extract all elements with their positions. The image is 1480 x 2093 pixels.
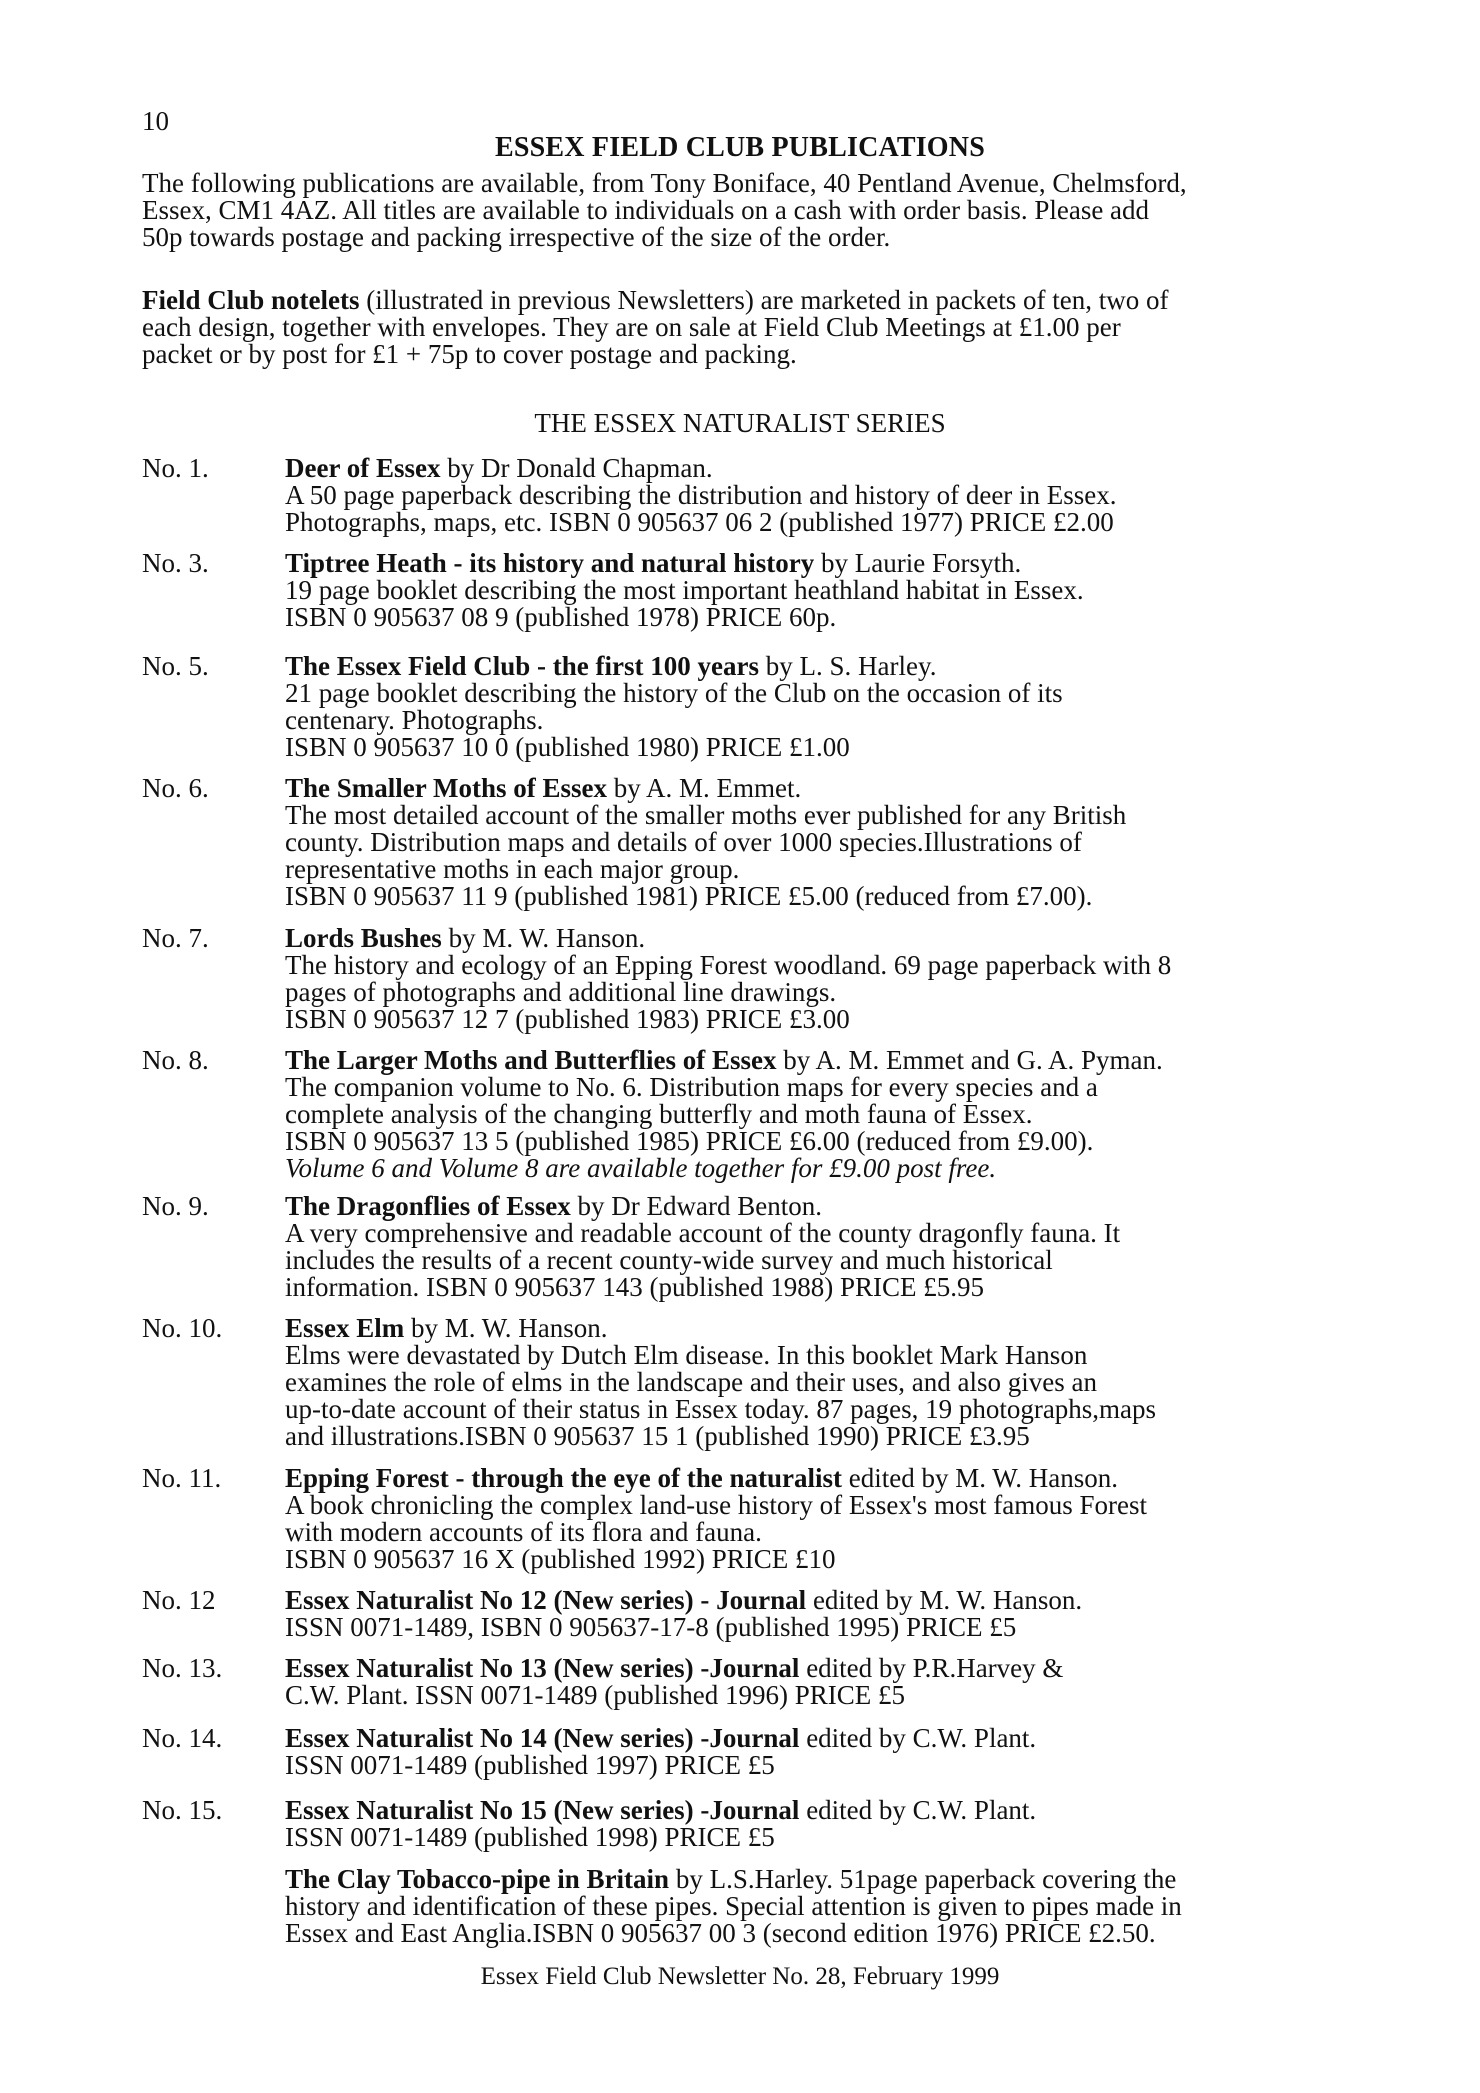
entry-heading [285,1315,1335,1342]
entry-line: 19 page booklet describing the most important heathland habitat in Essex. [285,575,1084,605]
entry-heading [285,1587,1335,1614]
entry-line: examines the role of elms in the landscape and their uses, and also gives an [285,1367,1098,1397]
entry-line: ISBN 0 905637 08 9 (published 1978) PRICE 60p. [285,602,837,632]
entry-number: No. 11. [142,1463,222,1493]
entry-line: ISSN 0071-1489 (published 1997) PRICE £5 [285,1750,775,1780]
intro-line: Essex, CM1 4AZ. All titles are available to individuals on a cash with order basis. Please add [142,195,1150,225]
notelets-line: each design, together with envelopes. They are on sale at Field Club Meetings at £1.00 per [142,312,1121,342]
entry-title: The Smaller Moths of Essex [285,773,607,803]
entry-number: No. 3. [142,548,209,578]
entry-line: includes the results of a recent county-wide survey and much historical [285,1245,1053,1275]
entry-heading [285,1655,1335,1682]
entry-body [285,653,1335,761]
entry-heading [285,1193,1335,1220]
entry-line: Elms were devastated by Dutch Elm disease. In this booklet Mark Hanson [285,1340,1088,1370]
entry-title: The Clay Tobacco-pipe in Britain [285,1864,670,1894]
entry-heading [285,1725,1335,1752]
page-number: 10 [142,106,169,136]
entry-body [285,1465,1335,1573]
entry-line: up-to-date account of their status in Essex today. 87 pages, 19 photographs,maps [285,1394,1157,1424]
entry-line: information. ISBN 0 905637 143 (published 1988) PRICE £5.95 [285,1272,984,1302]
entry-number: No. 15. [142,1795,223,1825]
entry-title: Essex Naturalist No 14 (New series) -Journal [285,1723,800,1753]
entry-line: centenary. Photographs. [285,705,544,735]
entry-line: pages of photographs and additional line drawings. [285,977,837,1007]
entry-title-rest: by A. M. Emmet. [607,773,802,803]
entry-title-rest: edited by M. W. Hanson. [806,1585,1083,1615]
notelets-line [142,287,1322,314]
entry-line: The companion volume to No. 6. Distribution maps for every species and a [285,1072,1098,1102]
entry-body [285,550,1335,631]
entry-body [285,1866,1335,1947]
entry-heading [285,925,1335,952]
entry-title: The Dragonflies of Essex [285,1191,571,1221]
page-title: ESSEX FIELD CLUB PUBLICATIONS [495,132,985,163]
entry-number: No. 9. [142,1191,209,1221]
entry-title: Essex Elm [285,1313,405,1343]
page-footer: Essex Field Club Newsletter No. 28, February 1999 [480,1963,1000,1990]
entry-line: A book chronicling the complex land-use history of Essex's most famous Forest [285,1490,1147,1520]
entry-note: Volume 6 and Volume 8 are available together for £9.00 post free. [285,1153,997,1183]
entry-line: with modern accounts of its flora and fauna. [285,1517,762,1547]
entry-body [285,1587,1335,1641]
entry-heading [285,775,1335,802]
entry-line: ISSN 0071-1489, ISBN 0 905637-17-8 (published 1995) PRICE £5 [285,1612,1017,1642]
entry-title-rest: edited by C.W. Plant. [799,1723,1037,1753]
entry-line: ISBN 0 905637 16 X (published 1992) PRICE £10 [285,1544,836,1574]
entry-body [285,1315,1335,1450]
entry-body [285,775,1335,910]
entry-title-rest: by Laurie Forsyth. [814,548,1022,578]
entry-body [285,1725,1335,1779]
entry-line: C.W. Plant. ISSN 0071-1489 (published 1996) PRICE £5 [285,1680,906,1710]
series-title: THE ESSEX NATURALIST SERIES [534,408,946,438]
entry-line: Essex and East Anglia.ISBN 0 905637 00 3 (second edition 1976) PRICE £2.50. [285,1918,1156,1948]
entry-title-rest: edited by M. W. Hanson. [842,1463,1119,1493]
entry-title-rest: by Dr Donald Chapman. [440,453,713,483]
entry-title-rest: by L. S. Harley. [758,651,937,681]
entry-title-rest: by M. W. Hanson. [441,923,646,953]
intro-paragraph [142,170,1322,251]
entry-body [285,1797,1335,1851]
intro-line: 50p towards postage and packing irrespective of the size of the order. [142,222,891,252]
entry-title: The Larger Moths and Butterflies of Essex [285,1045,777,1075]
entry-number: No. 8. [142,1045,209,1075]
entry-line: ISBN 0 905637 13 5 (published 1985) PRICE £6.00 (reduced from £9.00). [285,1126,1094,1156]
entry-title: Essex Naturalist No 12 (New series) - Journal [285,1585,807,1615]
intro-line: The following publications are available, from Tony Boniface, 40 Pentland Avenue, Chelmsford, [142,168,1187,198]
entry-number: No. 14. [142,1723,223,1753]
entry-body [285,925,1335,1033]
entry-line: ISBN 0 905637 11 9 (published 1981) PRICE £5.00 (reduced from £7.00). [285,881,1093,911]
entry-heading [285,1465,1335,1492]
entry-line: 21 page booklet describing the history of the Club on the occasion of its [285,678,1063,708]
entry-title: The Essex Field Club - the first 100 years [285,651,759,681]
entry-line: ISSN 0071-1489 (published 1998) PRICE £5 [285,1822,775,1852]
entry-title-rest: by M. W. Hanson. [404,1313,608,1343]
entry-body [285,1047,1335,1182]
entry-heading [285,550,1335,577]
entry-body [285,1655,1335,1709]
entry-number: No. 5. [142,651,209,681]
entry-line: A very comprehensive and readable account of the county dragonfly fauna. It [285,1218,1121,1248]
entry-line: history and identification of these pipes. Special attention is given to pipes made in [285,1891,1182,1921]
entry-line: ISBN 0 905637 10 0 (published 1980) PRICE £1.00 [285,732,850,762]
entry-heading [285,1866,1335,1893]
entry-title-rest: by Dr Edward Benton. [570,1191,822,1221]
entry-body [285,1193,1335,1301]
entry-heading [285,653,1335,680]
entry-line: Photographs, maps, etc. ISBN 0 905637 06 2 (published 1977) PRICE £2.00 [285,507,1114,537]
entry-line: and illustrations.ISBN 0 905637 15 1 (published 1990) PRICE £3.95 [285,1421,1030,1451]
entry-title-rest: edited by C.W. Plant. [799,1795,1037,1825]
entry-line: county. Distribution maps and details of over 1000 species.Illustrations of [285,827,1082,857]
entry-title: Epping Forest - through the eye of the naturalist [285,1463,843,1493]
entry-line: ISBN 0 905637 12 7 (published 1983) PRICE £3.00 [285,1004,850,1034]
entry-line: A 50 page paperback describing the distribution and history of deer in Essex. [285,480,1117,510]
entry-title: Essex Naturalist No 15 (New series) -Journal [285,1795,800,1825]
entry-title: Lords Bushes [285,923,442,953]
entry-number: No. 12 [142,1585,216,1615]
notelets-line: packet or by post for £1 + 75p to cover postage and packing. [142,339,797,369]
notelets-paragraph [142,287,1322,368]
entry-number: No. 10. [142,1313,223,1343]
notelets-lead: Field Club notelets [142,285,360,315]
entry-line: complete analysis of the changing butterfly and moth fauna of Essex. [285,1099,1033,1129]
entry-title-rest: edited by P.R.Harvey & [799,1653,1064,1683]
entry-heading [285,455,1335,482]
entry-number: No. 13. [142,1653,223,1683]
entry-line: The history and ecology of an Epping Forest woodland. 69 page paperback with 8 [285,950,1172,980]
notelets-line1-rest: (illustrated in previous Newsletters) are marketed in packets of ten, two of [359,285,1169,315]
entry-number: No. 6. [142,773,209,803]
entry-title-rest: by L.S.Harley. 51page paperback covering the [669,1864,1177,1894]
entry-number: No. 1. [142,453,209,483]
entry-title-rest: by A. M. Emmet and G. A. Pyman. [776,1045,1163,1075]
entry-title: Essex Naturalist No 13 (New series) -Journal [285,1653,800,1683]
entry-title: Tiptree Heath - its history and natural history [285,548,815,578]
entry-body [285,455,1335,536]
entry-heading [285,1797,1335,1824]
entry-title: Deer of Essex [285,453,441,483]
entry-number: No. 7. [142,923,209,953]
entry-line: The most detailed account of the smaller moths ever published for any British [285,800,1127,830]
entry-heading [285,1047,1335,1074]
entry-line: representative moths in each major group. [285,854,740,884]
